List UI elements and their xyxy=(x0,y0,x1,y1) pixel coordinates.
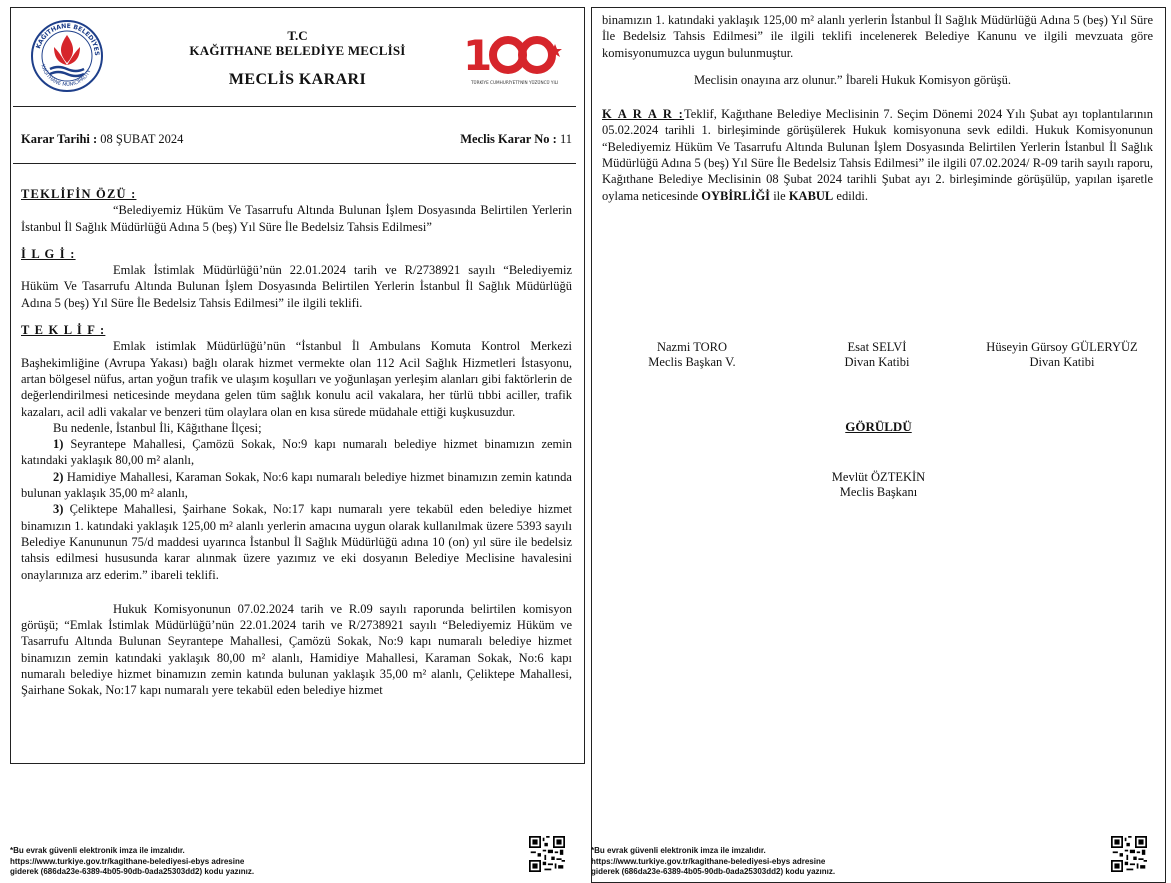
signatory-title: Meclis Başkan V. xyxy=(648,355,736,369)
teklif-paragraph-1: Emlak istimlak Müdürlüğü’nün “İstanbul İl Ambulans Komuta Kontrol Merkezi Başhekimliğine (Avrupa Yakası) bağlı olarak hizmet vermekte olan 112 Acil Sağlık Hizmetleri İstasyonu, artan bölgesel nüfus, artan yoğun trafik ve ulaşım koşulları ve yoğunlaşan yerleşim alanları gibi faktörlerin de değerlendirilmesi neticesinde meydana gelen tüm sağlık konulu acil vakalara, her türlü tıbbi aciller, trafik kazaları, acil adli vakalar ve benzeri tüm olaylara olan en kısa sürede müdahale ettiği kuşkusuzdur. xyxy=(21,339,572,419)
e-signature-note-1: *Bu evrak güvenli elektronik imza ile imzalıdır. https://www.turkiye.gov.tr/kagithane-belediyesi-ebys adresine giderek (686da23e-6389-4b05-90db-0ada25303dd2) kodu yazınız. xyxy=(10,846,255,876)
teklifin-ozu-text: “Belediyemiz Hüküm Ve Tasarrufu Altında Bulunan İşlem Dosyasında Belirtilen Yerlerin İstanbul İl Sağlık Müdürlüğü Adına 5 (beş) Yıl Süre İle Bedelsiz Tahsis Edilmesi” xyxy=(21,203,572,234)
qr-code-icon xyxy=(1111,836,1147,872)
list-item-1: 1) Seyrantepe Mahallesi, Çamözü Sokak, No:9 kapı numaralı belediye hizmet binamızın zemin katındaki yaklaşık 80,00 m² alanlı, xyxy=(21,437,572,468)
teklif-paragraph-2: Bu nedenle, İstanbul İli, Kâğıthane İlçesi; xyxy=(53,420,262,435)
signatory-title: Divan Katibi xyxy=(844,355,910,369)
goruldu-heading: GÖRÜLDÜ xyxy=(845,419,912,434)
section-teklif-label: T E K L İ F : xyxy=(21,323,106,338)
page-2 xyxy=(591,7,1166,883)
signatory-name: Hüseyin Gürsoy GÜLERYÜZ xyxy=(986,340,1138,354)
signatory-name: Mevlüt ÖZTEKİN xyxy=(831,470,926,484)
hukuk-komisyonu-text: Hukuk Komisyonunun 07.02.2024 tarih ve R.09 sayılı raporunda belirtilen komisyon görüşü; “Emlak İstimlak Müdürlüğü’nün 22.01.2024 tarih ve R/2738921 sayılı “Belediyemiz Hüküm ve Tasarrufu Altında Bulunan Seyrantepe Mahallesi, Çamözü Sokak, No:9 kapı numaralı belediye hizmet binamızın zemin katındaki yaklaşık 80,00 m² alanlı, Hamidiye Mahallesi, Karaman Sokak, No:6 kapı numaralı belediye hizmet binamızın zemin katında bulunan yaklaşık 35,00 m² alanlı, Çeliktepe Mahallesi, Şairhane Sokak, No:17 kapı numaralı yere tekabül eden belediye hizmet xyxy=(21,601,572,698)
oybirligi: OYBİRLİĞİ xyxy=(701,188,771,203)
verification-link[interactable]: https://www.turkiye.gov.tr/kagithane-belediyesi-ebys adresine xyxy=(10,856,245,866)
signatory-title: Meclis Başkanı xyxy=(839,485,918,499)
council-name: KAĞITHANE BELEDİYE MECLİSİ xyxy=(189,43,406,58)
header-divider xyxy=(13,106,576,107)
baskan-signature-block xyxy=(592,470,1165,500)
list-item-3: 3) Çeliktepe Mahallesi, Şairhane Sokak, No:17 kapı numaralı yere tekabül eden belediye hizmet binamızın 1. katındaki yaklaşık 125,00 m² alanlı yerlerin amacına uygun olarak kullanılmak üzere 5393 sayılı Belediye Kanununun 75/d maddesi uyarınca İstanbul İl Sağlık Müdürlüğü adına 10 (on) yıl süre ile bedelsiz tahsis edilmesi hususunda karar alınmak üzere yazımız ve eki dosyanın Belediye Meclisine havalesini onaylarınıza arz ederim.” ibareli teklifi. xyxy=(21,502,572,582)
page-1 xyxy=(10,7,585,764)
page-1-body xyxy=(21,186,572,699)
signature-block-1 xyxy=(622,340,762,370)
signature-block-2 xyxy=(807,340,947,370)
svg-text:KAĞITHANE BELEDİYESİ: KAĞITHANE BELEDİYES xyxy=(35,22,101,56)
verification-link[interactable]: https://www.turkiye.gov.tr/kagithane-belediyesi-ebys adresine xyxy=(591,856,826,866)
section-ilgi-label: İ L G İ : xyxy=(21,246,76,261)
svg-text:KAĞITHANE MUNICIPALITY: KAĞITHANE MUNICIPALITY xyxy=(39,63,93,89)
meclis-arz-text: Meclisin onayına arz olunur.” İbareli Hukuk Komisyon görüşü. xyxy=(694,72,1011,87)
svg-text:TÜRKİYE CUMHURİYETİ'NİN YÜZÜNC: TÜRKİYE CUMHURİYETİ'NİN YÜZÜNCÜ YILI xyxy=(471,80,559,85)
signatory-title: Divan Katibi xyxy=(1029,355,1095,369)
document-title: MECLİS KARARI xyxy=(228,71,367,88)
list-item-2: 2) Hamidiye Mahallesi, Karaman Sokak, No:6 kapı numaralı belediye hizmet binamızın zemin katında bulunan yaklaşık 35,00 m² alanlı, xyxy=(21,469,572,501)
page-2-body xyxy=(602,12,1153,204)
page-header xyxy=(11,8,584,108)
signature-block-3 xyxy=(972,340,1152,370)
decision-number: Meclis Karar No : 11 xyxy=(460,132,572,146)
svg-text:1: 1 xyxy=(463,31,493,80)
section-teklifin-ozu-label: TEKLİFİN ÖZÜ : xyxy=(21,187,137,201)
ilgi-text: Emlak İstimlak Müdürlüğü’nün 22.01.2024 tarih ve R/2738921 sayılı “Belediyemiz Hüküm Ve Tasarrufu Altında Bulunan İşlem Dosyasında Belirtilen Yerlerin İstanbul İl Sağlık Müdürlüğü Adına 5 (beş) Yıl Süre İle Bedelsiz Tahsis Edilmesi” ile ilgili teklifi. xyxy=(21,263,572,310)
signatory-name: Nazmi TORO xyxy=(656,340,728,354)
100th-anniversary-logo xyxy=(463,30,567,88)
kabul: KABUL xyxy=(788,188,834,203)
section-karar-label: K A R A R : xyxy=(602,107,685,122)
e-signature-note-2: *Bu evrak güvenli elektronik imza ile imzalıdır. https://www.turkiye.gov.tr/kagithane-belediyesi-ebys adresine giderek (686da23e-6389-4b05-90db-0ada25303dd2) kodu yazınız. xyxy=(591,846,836,876)
meta-divider xyxy=(13,163,576,164)
karar-text: Teklif, Kağıthane Belediye Meclisinin 7. Seçim Dönemi 2024 Yılı Şubat ayı toplantılarının 05.02.2024 tarihli 1. birleşiminde görüşülerek Hukuk komisyonuna sevk edildi. Hukuk Komisyonunun “Belediyemiz Hüküm Ve Tasarrufu Altında Bulunan İşlem Dosyasında Belirtilen Yerlerin İstanbul İl Sağlık Müdürlüğü Adına 5 (beş) Yıl Süre İle Bedelsiz Tahsis Edilmesi” ile ilgili 07.02.2024/ R-09 tarih sayılı raporu, Kağıthane Belediye Meclisinin 08 Şubat 2024 tarihli Şubat ayı 2. birleşiminde görüşülüp, yapılan işaretle oylama neticesinde OYBİRLİĞİ ile KABUL edildi. xyxy=(602,107,1154,203)
qr-code-icon xyxy=(529,836,565,872)
tc-label: T.C xyxy=(287,28,308,43)
decision-date: Karar Tarihi : 08 ŞUBAT 2024 xyxy=(21,132,184,146)
continued-text: binamızın 1. katındaki yaklaşık 125,00 m² alanlı yerlerin İstanbul İl Sağlık Müdürlüğü Adına 5 (beş) Yıl Süre İle Bedelsiz Tahsis Edilmesi” ile ilgili teklifi incelenerek Belediye Kanunu ve ilgili mevzuata göre komisyonumuzca uygun bulunmuştur. xyxy=(602,13,1153,60)
signatory-name: Esat SELVİ xyxy=(847,340,907,354)
